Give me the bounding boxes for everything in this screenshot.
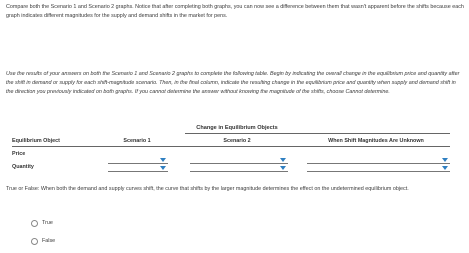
chevron-down-icon [160, 158, 166, 162]
row-label-quantity: Quantity [12, 164, 34, 170]
quantity-scenario2-dropdown[interactable] [190, 165, 288, 172]
header-divider [12, 146, 450, 147]
chevron-down-icon [442, 166, 448, 170]
intro-paragraph: Compare both the Scenario 1 and Scenario 2 graphs. Notice that after completing both graphs, you can now see a difference between them that wasn't apparent before the shifts because each graph indicates different magnitudes for the supply and demand shifts in the market for pens. [6, 4, 464, 19]
group-header-divider [185, 133, 450, 134]
option-label-false[interactable]: False [42, 238, 56, 244]
instructions-paragraph: Use the results of your answers on both the Scenario 1 and Scenario 2 graphs to complete the following table. Begin by indicating the overall change in the equilibrium price and quantity after the shift in demand or supply for each shift-magnitude scenario. Then, in the final column, indicate the resulting change in the equilibrium price and quantity when supply and demand shift in the direction you previously indicated on both graphs. If you cannot determine the answer without knowing the magnitude of the shifts, choose Cannot determine. [6, 71, 460, 95]
table-group-header: Change in Equilibrium Objects [196, 125, 278, 131]
option-label-true[interactable]: True [42, 220, 53, 226]
column-header-scenario2: Scenario 2 [223, 138, 251, 144]
row-label-price: Price [12, 151, 26, 157]
radio-false[interactable] [31, 238, 38, 245]
radio-true[interactable] [31, 220, 38, 227]
chevron-down-icon [160, 166, 166, 170]
chevron-down-icon [280, 166, 286, 170]
question-text: True or False: When both the demand and supply curves shift, the curve that shifts by the larger magnitude determines the effect on the undetermined equilibrium object. [6, 186, 409, 192]
chevron-down-icon [280, 158, 286, 162]
column-header-scenario1: Scenario 1 [123, 138, 151, 144]
chevron-down-icon [442, 158, 448, 162]
price-unknown-dropdown[interactable] [307, 157, 450, 164]
quantity-unknown-dropdown[interactable] [307, 165, 450, 172]
quantity-scenario1-dropdown[interactable] [108, 165, 168, 172]
column-header-object: Equilibrium Object [12, 138, 60, 144]
price-scenario2-dropdown[interactable] [190, 157, 288, 164]
column-header-unknown: When Shift Magnitudes Are Unknown [328, 138, 424, 144]
price-scenario1-dropdown[interactable] [108, 157, 168, 164]
